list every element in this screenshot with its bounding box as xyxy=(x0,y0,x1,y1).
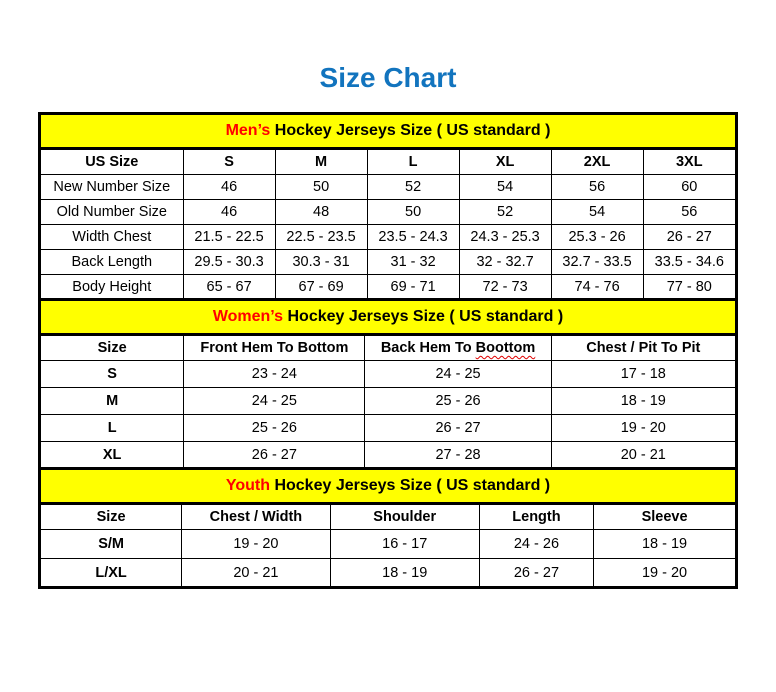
size-tables-container xyxy=(38,112,738,589)
womens-table-row xyxy=(40,388,737,415)
mens-cell-value: 72 - 73 xyxy=(459,275,551,300)
womens-table-row xyxy=(40,361,737,388)
youth-column-header: Chest / Width xyxy=(182,504,330,530)
womens-cell-value: 20 - 21 xyxy=(551,442,736,469)
mens-column-header: 2XL xyxy=(551,149,643,175)
mens-table-row xyxy=(40,275,737,300)
page-title: Size Chart xyxy=(319,62,457,93)
mens-cell-value: 48 xyxy=(275,200,367,225)
mens-cell-value: 69 - 71 xyxy=(367,275,459,300)
youth-column-header-row xyxy=(40,504,737,530)
youth-row-label: L/XL xyxy=(40,559,182,588)
youth-cell-value: 18 - 19 xyxy=(594,530,737,559)
womens-row-label: M xyxy=(40,388,184,415)
womens-section-accent-label: Women’s xyxy=(212,308,284,325)
mens-cell-value: 60 xyxy=(643,175,736,200)
youth-column-header: Length xyxy=(479,504,593,530)
mens-cell-value: 74 - 76 xyxy=(551,275,643,300)
womens-cell-value: 24 - 25 xyxy=(184,388,365,415)
womens-cell-value: 19 - 20 xyxy=(551,415,736,442)
womens-table-row xyxy=(40,415,737,442)
youth-cell-value: 26 - 27 xyxy=(479,559,593,588)
youth-row-label: S/M xyxy=(40,530,182,559)
mens-row-label: New Number Size xyxy=(40,175,184,200)
youth-column-header: Sleeve xyxy=(594,504,737,530)
mens-cell-value: 29.5 - 30.3 xyxy=(183,250,275,275)
womens-column-header: Size xyxy=(40,335,184,361)
womens-row-label: S xyxy=(40,361,184,388)
womens-section-title-text: Hockey Jerseys Size ( US standard ) xyxy=(283,308,564,325)
mens-row-label: Body Height xyxy=(40,275,184,300)
mens-column-header: M xyxy=(275,149,367,175)
womens-column-header: Front Hem To Bottom xyxy=(184,335,365,361)
mens-cell-value: 52 xyxy=(367,175,459,200)
mens-size-table xyxy=(38,112,738,301)
youth-section-accent-label: Youth xyxy=(225,477,270,494)
youth-cell-value: 24 - 26 xyxy=(479,530,593,559)
mens-column-header: L xyxy=(367,149,459,175)
youth-section-title-text: Hockey Jerseys Size ( US standard ) xyxy=(270,477,551,494)
womens-cell-value: 17 - 18 xyxy=(551,361,736,388)
womens-table-row xyxy=(40,442,737,469)
mens-cell-value: 30.3 - 31 xyxy=(275,250,367,275)
mens-cell-value: 77 - 80 xyxy=(643,275,736,300)
mens-column-header: XL xyxy=(459,149,551,175)
womens-size-table xyxy=(38,298,738,470)
mens-row-label: Width Chest xyxy=(40,225,184,250)
mens-cell-value: 46 xyxy=(183,175,275,200)
womens-cell-value: 25 - 26 xyxy=(184,415,365,442)
mens-table-row xyxy=(40,175,737,200)
youth-cell-value: 20 - 21 xyxy=(182,559,330,588)
womens-cell-value: 27 - 28 xyxy=(365,442,551,469)
mens-cell-value: 32 - 32.7 xyxy=(459,250,551,275)
youth-cell-value: 19 - 20 xyxy=(182,530,330,559)
mens-cell-value: 50 xyxy=(367,200,459,225)
womens-cell-value: 26 - 27 xyxy=(365,415,551,442)
mens-section-header-row xyxy=(40,114,737,149)
mens-table-row xyxy=(40,225,737,250)
mens-table-row xyxy=(40,200,737,225)
youth-table-row xyxy=(40,530,737,559)
youth-column-header: Shoulder xyxy=(330,504,479,530)
mens-cell-value: 50 xyxy=(275,175,367,200)
mens-cell-value: 23.5 - 24.3 xyxy=(367,225,459,250)
mens-cell-value: 46 xyxy=(183,200,275,225)
youth-cell-value: 16 - 17 xyxy=(330,530,479,559)
womens-section-title xyxy=(40,300,737,335)
womens-cell-value: 25 - 26 xyxy=(365,388,551,415)
mens-cell-value: 56 xyxy=(551,175,643,200)
mens-row-label: Back Length xyxy=(40,250,184,275)
misspelled-word: Boottom xyxy=(475,340,536,356)
mens-cell-value: 25.3 - 26 xyxy=(551,225,643,250)
mens-row-label: Old Number Size xyxy=(40,200,184,225)
mens-cell-value: 54 xyxy=(459,175,551,200)
mens-cell-value: 65 - 67 xyxy=(183,275,275,300)
mens-cell-value: 21.5 - 22.5 xyxy=(183,225,275,250)
mens-cell-value: 32.7 - 33.5 xyxy=(551,250,643,275)
youth-cell-value: 18 - 19 xyxy=(330,559,479,588)
mens-cell-value: 54 xyxy=(551,200,643,225)
mens-section-title-text: Hockey Jerseys Size ( US standard ) xyxy=(270,122,551,139)
youth-section-header-row xyxy=(40,469,737,504)
mens-cell-value: 33.5 - 34.6 xyxy=(643,250,736,275)
mens-section-accent-label: Men’s xyxy=(225,122,271,139)
womens-column-header: Chest / Pit To Pit xyxy=(551,335,736,361)
mens-column-header: 3XL xyxy=(643,149,736,175)
mens-section-title xyxy=(40,114,737,149)
mens-cell-value: 24.3 - 25.3 xyxy=(459,225,551,250)
youth-size-table xyxy=(38,467,738,589)
mens-column-header: US Size xyxy=(40,149,184,175)
mens-cell-value: 56 xyxy=(643,200,736,225)
womens-cell-value: 18 - 19 xyxy=(551,388,736,415)
womens-column-header-row xyxy=(40,335,737,361)
mens-cell-value: 67 - 69 xyxy=(275,275,367,300)
mens-cell-value: 52 xyxy=(459,200,551,225)
womens-row-label: L xyxy=(40,415,184,442)
youth-table-row xyxy=(40,559,737,588)
youth-cell-value: 19 - 20 xyxy=(594,559,737,588)
mens-table-row xyxy=(40,250,737,275)
mens-column-header: S xyxy=(183,149,275,175)
youth-column-header: Size xyxy=(40,504,182,530)
womens-row-label: XL xyxy=(40,442,184,469)
youth-section-title xyxy=(40,469,737,504)
womens-cell-value: 23 - 24 xyxy=(184,361,365,388)
womens-section-header-row xyxy=(40,300,737,335)
mens-cell-value: 26 - 27 xyxy=(643,225,736,250)
mens-cell-value: 22.5 - 23.5 xyxy=(275,225,367,250)
womens-cell-value: 24 - 25 xyxy=(365,361,551,388)
womens-column-header: Back Hem To Boottom xyxy=(365,335,551,361)
mens-cell-value: 31 - 32 xyxy=(367,250,459,275)
womens-cell-value: 26 - 27 xyxy=(184,442,365,469)
mens-column-header-row xyxy=(40,149,737,175)
